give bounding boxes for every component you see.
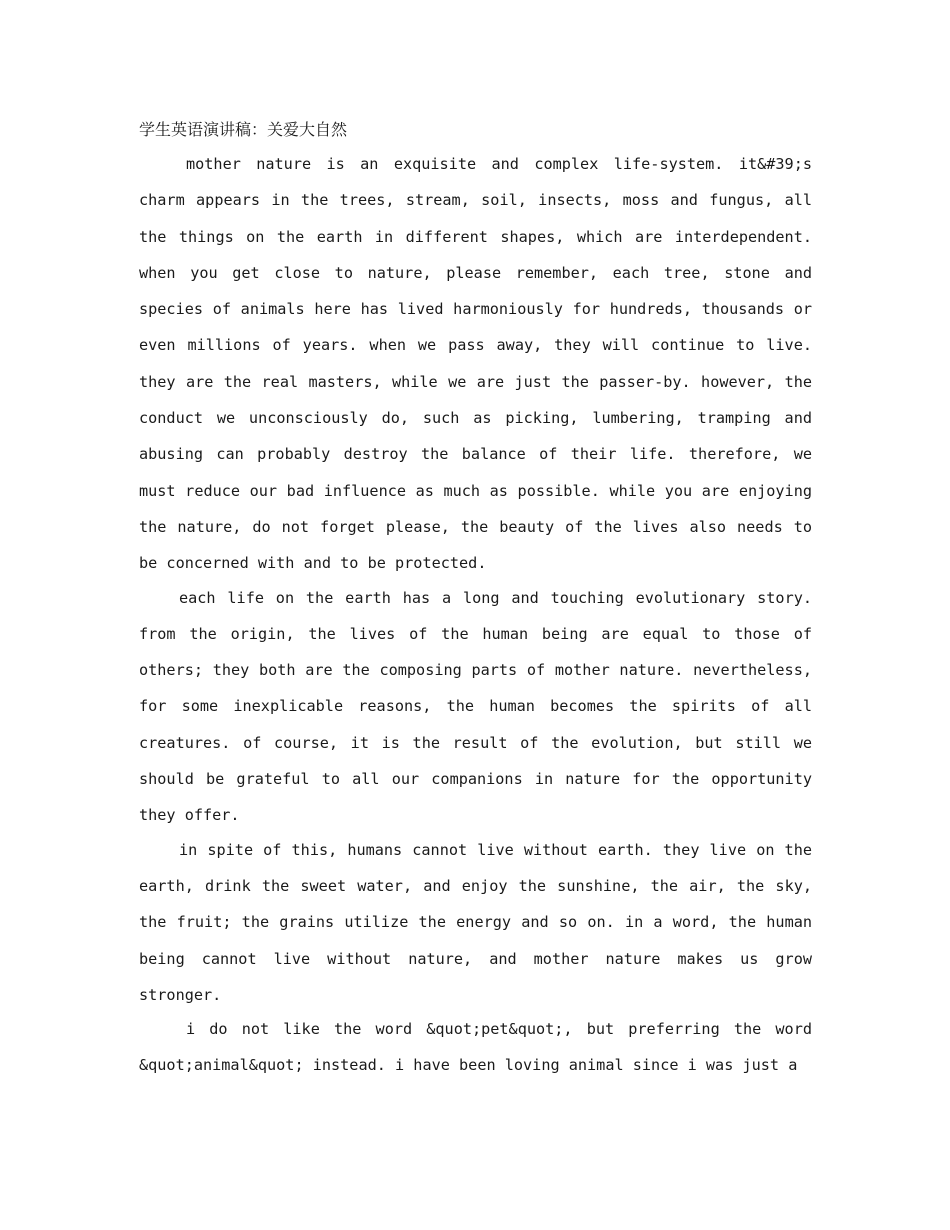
paragraph-4: i do not like the word &quot;pet&quot;, but preferring the word &quot;animal&quot; instead. i have been loving animal since i was just a: [139, 1020, 822, 1075]
paragraph-3: in spite of this, humans cannot live without earth. they live on the earth, drink the sweet water, and enjoy the sunshine, the air, the sky, the fruit; the grains utilize the energy and so on. in a word, the human being cannot live without nature, and mother nature makes us grow stronger.: [139, 840, 822, 1004]
paragraph-1: mother nature is an exquisite and complex life-system. it&#39;s charm appears in the trees, stream, soil, insects, moss and fungus, all the things on the earth in different shapes, which are interdependent. when you get close to nature, please remember, each tree, stone and species of animals here has lived harmoniously for hundreds, thousands or even millions of years. when we pass away, they will continue to live. they are the real masters, while we are just the passer-by. however, the conduct we unconsciously do, such as picking, lumbering, tramping and abusing can probably destroy the balance of their life. therefore, we must reduce our bad influence as much as possible. while you are enjoying the nature, do not forget please, the beauty of the lives also needs to be concerned with and to be protected.: [139, 155, 822, 573]
document-body: [139, 114, 822, 1082]
paragraph-2: each life on the earth has a long and touching evolutionary story. from the origin, the lives of the human being are equal to those of others; they both are the composing parts of mother nature. nevertheless, for some inexplicable reasons, the human becomes the spirits of all creatures. of course, it is the result of the evolution, but still we should be grateful to all our companions in nature for the opportunity they offer.: [139, 588, 822, 825]
document-title: 学生英语演讲稿：关爱大自然: [139, 120, 348, 139]
